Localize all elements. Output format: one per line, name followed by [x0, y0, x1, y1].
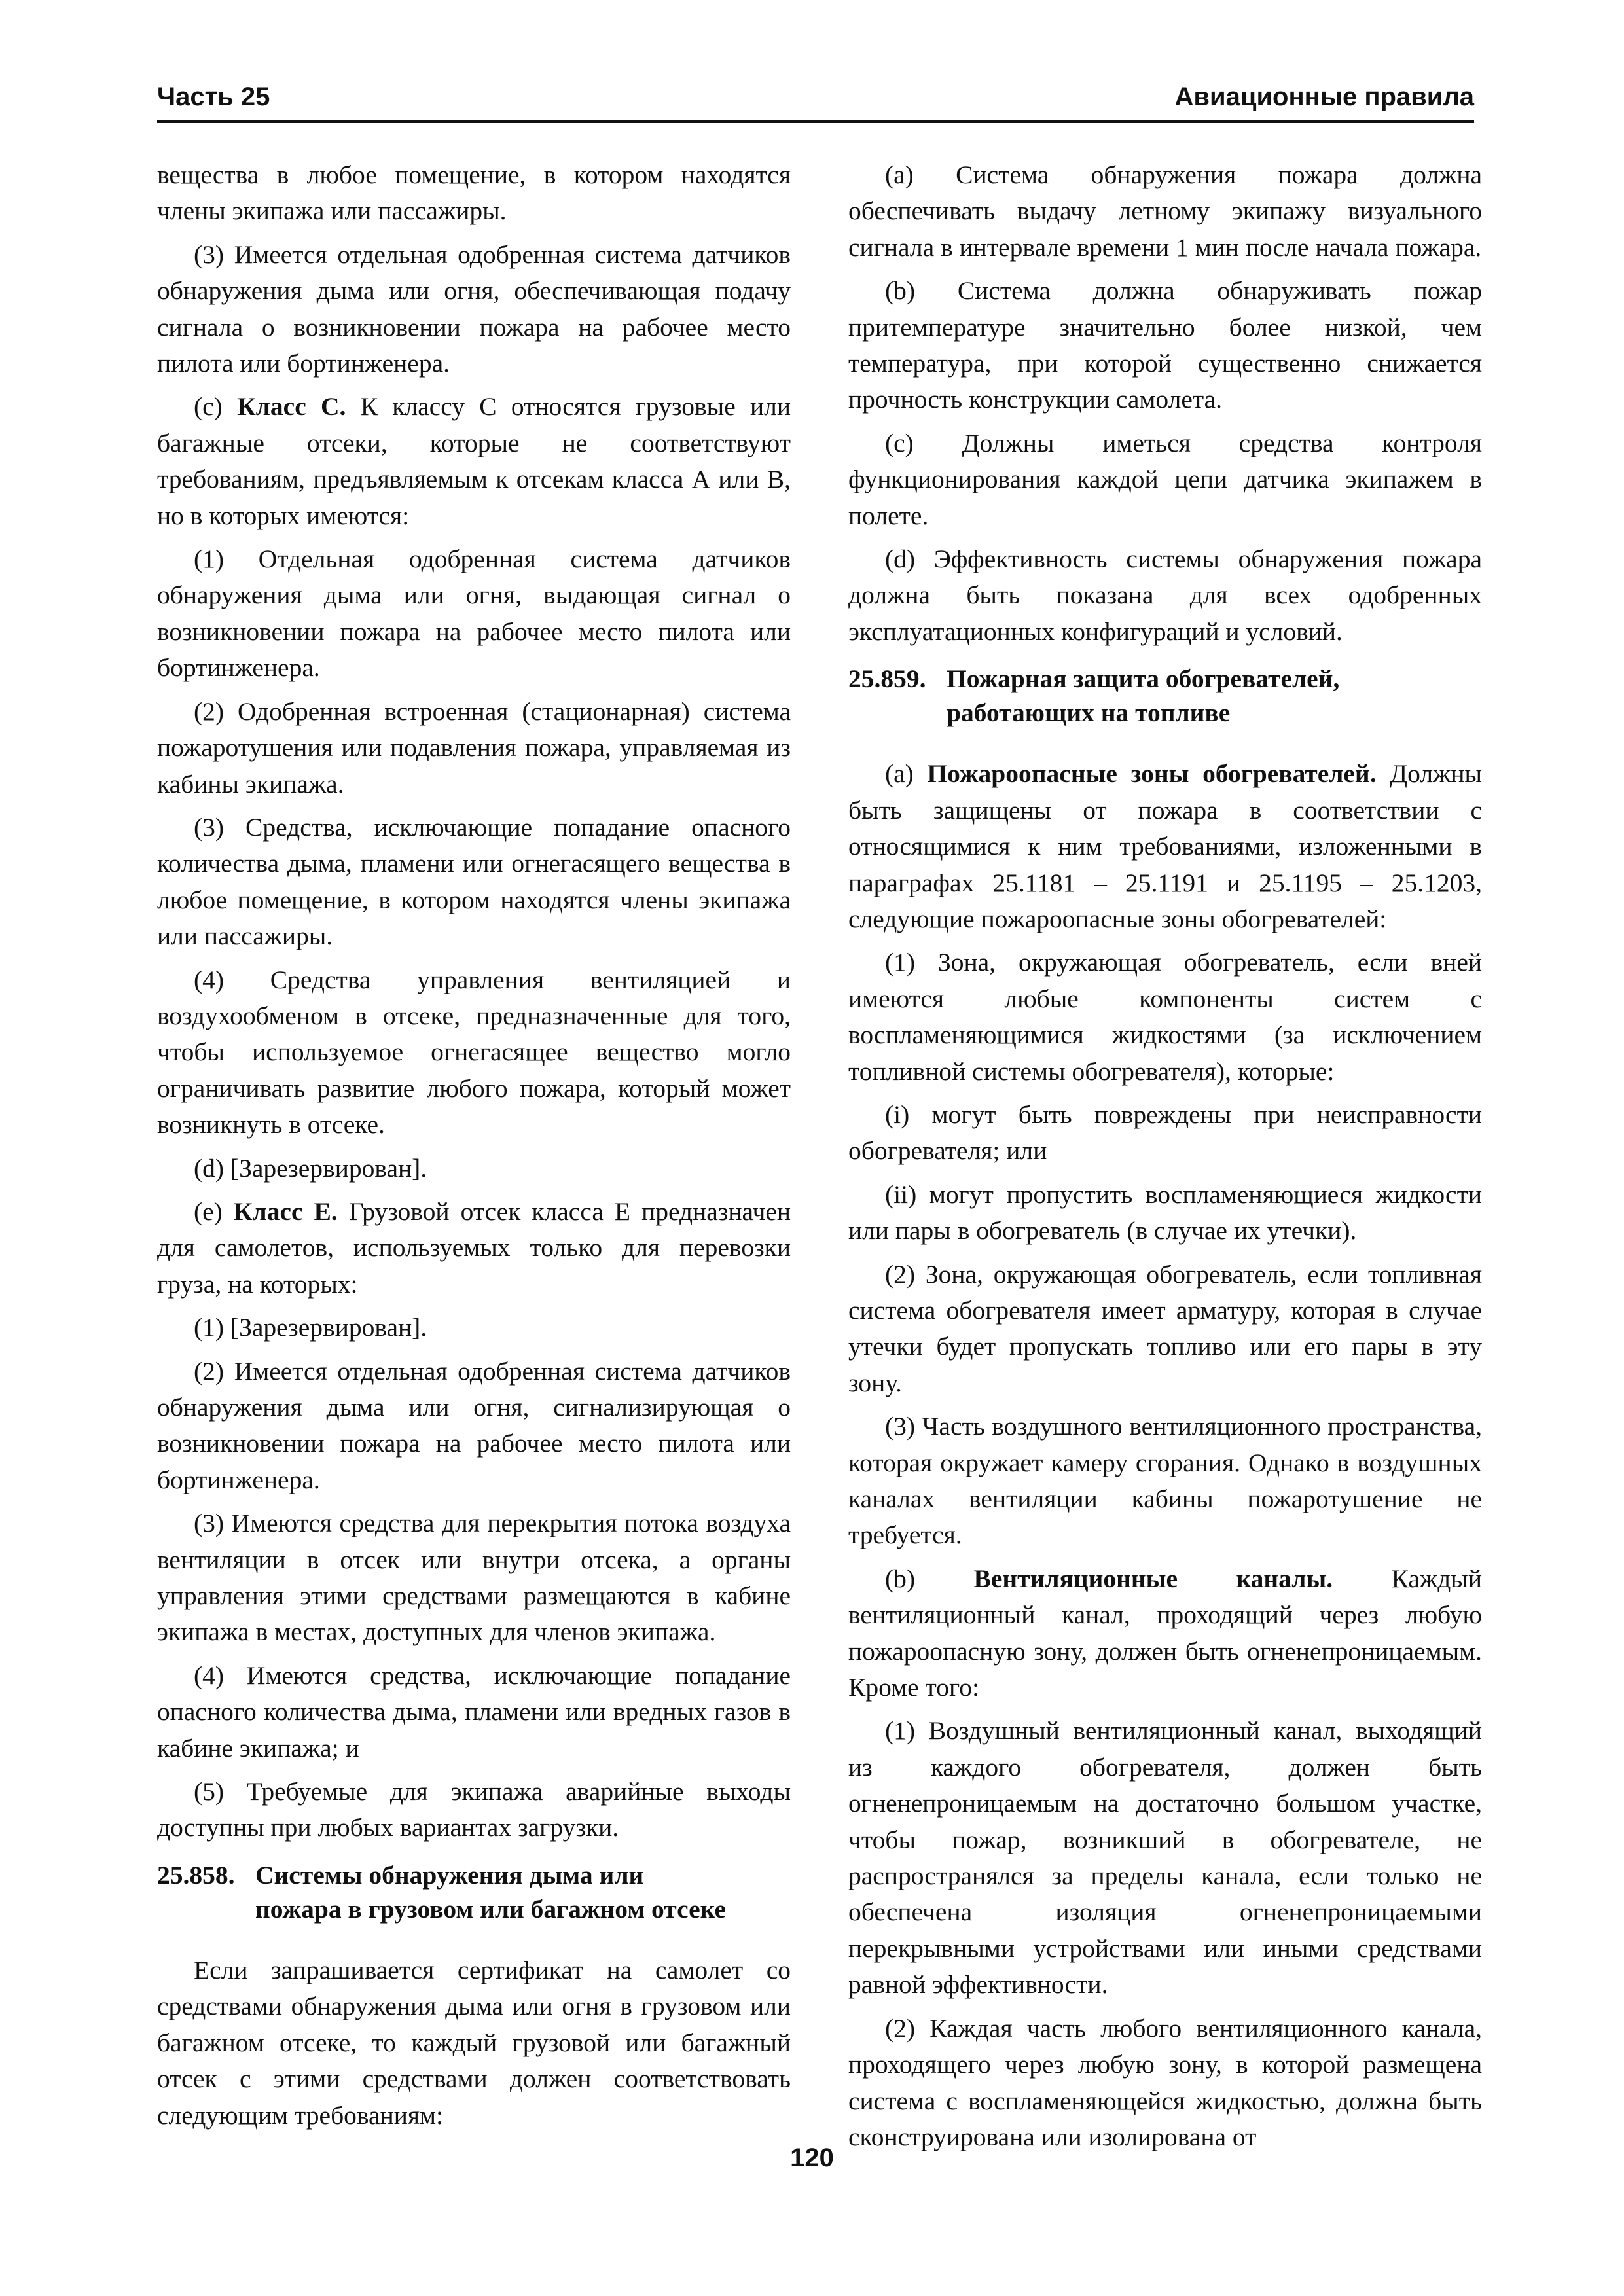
- paragraph: [157, 389, 791, 534]
- paragraph: (2) Каждая часть любого вентиляционного канала, проходящего через любую зону, в которой размещена система с воспламеняющейся жидкостью, должна быть сконструирована или изолирована от: [848, 2013, 1482, 2151]
- paragraph: (d) Эффективность системы обнаружения пожара должна быть показана для всех одобренных эксплуатационных конфигураций и условий.: [848, 545, 1482, 646]
- paragraph-lead: (a): [885, 759, 928, 789]
- paragraph: (4) Средства управления вентиляцией и воздухообменом в отсеке, предназначенные для того, чтобы используемое огнегасящее вещество могло ограничивать развитие любого пожара, который может возникнуть в отсеке.: [157, 965, 791, 1139]
- paragraph-lead: (b): [885, 1564, 974, 1593]
- paragraph: вещества в любое помещение, в котором находятся члены экипажа или пассажиры.: [157, 160, 791, 226]
- section-number: 25.858.: [157, 1860, 235, 1890]
- header-part: Часть 25: [157, 82, 270, 111]
- paragraph: [848, 756, 1482, 937]
- paragraph: (i) могут быть повреждены при неисправности обогревателя; или: [848, 1100, 1482, 1166]
- paragraph: (3) Имеются средства для перекрытия потока воздуха вентиляции в отсек или внутри отсека, а органы управления этими средствами размещаются в кабине экипажа в местах, доступных для членов экипажа.: [157, 1509, 791, 1647]
- paragraph: (2) Зона, окружающая обогреватель, если топливная система обогревателя имеет арматуру, которая в случае утечки будет пропускать топливо или его пары в эту зону.: [848, 1259, 1482, 1397]
- paragraph: (c) Должны иметься средства контроля функционирования каждой цепи датчика экипажем в полете.: [848, 428, 1482, 530]
- paragraph: (2) Одобренная встроенная (стационарная) система пожаротушения или подавления пожара, управляемая из кабины экипажа.: [157, 696, 791, 798]
- paragraph: (d) [Зарезервирован].: [194, 1153, 427, 1183]
- paragraph: [848, 1561, 1482, 1706]
- right-column: [848, 157, 1482, 2162]
- section-title-line1: Пожарная защита обогревателей,: [947, 664, 1340, 694]
- paragraph-bold: Класс Е.: [233, 1196, 338, 1226]
- paragraph: (3) Средства, исключающие попадание опасного количества дыма, пламени или огнегасящего вещества в любое помещение, в котором находятся члены экипажа или пассажиры.: [157, 812, 791, 951]
- left-column: [157, 157, 791, 2141]
- paragraph-rest: Должны быть защищены от пожара в соответствии с относящимися к ним требованиями, изложенными в параграфах 25.1181 – 25.1191 и 25.1195 – 25.1203, следующие пожароопасные зоны обогревателей:: [848, 759, 1483, 933]
- paragraph-rest: Каждый вентиляционный канал, проходящий через любую пожароопасную зону, должен быть огненепроницаемым. Кроме того:: [848, 1564, 1482, 1702]
- section-title-line1: Системы обнаружения дыма или: [255, 1860, 644, 1890]
- paragraph: (1) [Зарезервирован].: [194, 1313, 427, 1342]
- paragraph: [157, 1194, 791, 1302]
- paragraph-rest: Грузовой отсек класса Е предназначен для самолетов, используемых только для перевозки груза, на которых:: [157, 1196, 791, 1299]
- paragraph-lead: (e): [194, 1196, 234, 1226]
- paragraph: (1) Зона, окружающая обогреватель, если вней имеются любые компоненты систем с воспламеняющимися жидкостями (за исключением топливной системы обогревателя), которые:: [848, 948, 1482, 1086]
- paragraph: (5) Требуемые для экипажа аварийные выходы доступны при любых вариантах загрузки.: [157, 1777, 791, 1842]
- paragraph-bold: Пожароопасные зоны обогревателей.: [927, 759, 1377, 789]
- paragraph: (1) Отдельная одобренная система датчиков обнаружения дыма или огня, выдающая сигнал о возникновении пожара на рабочее место пилота или бортинженера.: [157, 545, 791, 683]
- header-title: Авиационные правила: [1174, 82, 1474, 111]
- paragraph: (1) Воздушный вентиляционный канал, выходящий из каждого обогревателя, должен быть огненепроницаемым на достаточно большом участке, чтобы пожар, возникший в обогревателе, не распространялся за пределы канала, если только не обеспечена изоляция огненепроницаемыми перекрывными устройствами или иными средствами равной эффективности.: [848, 1716, 1482, 2000]
- paragraph: (2) Имеется отдельная одобренная система датчиков обнаружения дыма или огня, сигнализирующая о возникновении пожара на рабочее место пилота или бортинженера.: [157, 1356, 791, 1494]
- section-number: 25.859.: [848, 664, 926, 694]
- page-number: 120: [790, 2144, 834, 2172]
- section-title-line2: пожара в грузовом или багажном отсеке: [255, 1894, 726, 1924]
- paragraph: (ii) могут пропустить воспламеняющиеся жидкости или пары в обогреватель (в случае их утечки).: [848, 1179, 1482, 1246]
- paragraph-bold: Вентиляционные каналы.: [973, 1564, 1333, 1593]
- paragraph-bold: Класс С.: [237, 392, 346, 422]
- paragraph: (a) Система обнаружения пожара должна обеспечивать выдачу летному экипажу визуального сигнала в интервале времени 1 мин после начала пожара.: [848, 160, 1482, 262]
- section-heading-25-859: [848, 662, 1482, 730]
- paragraph: (3) Имеется отдельная одобренная система датчиков обнаружения дыма или огня, обеспечивающая подачу сигнала о возникновении пожара на рабочее место пилота или бортинженера.: [157, 240, 791, 378]
- paragraph-rest: К классу С относятся грузовые или багажные отсеки, которые не соответствуют требованиям, предъявляемым к отсекам класса А или В, но в которых имеются:: [157, 392, 791, 530]
- paragraph: Если запрашивается сертификат на самолет со средствами обнаружения дыма или огня в грузовом или багажном отсеке, то каждый грузовой или багажный отсек с этими средствами должен соответствовать следующим требованиям:: [157, 1955, 791, 2130]
- paragraph: (b) Система должна обнаруживать пожар притемпературе значительно более низкой, чем температура, при которой существенно снижается прочность конструкции самолета.: [848, 276, 1482, 414]
- running-header: [157, 77, 1474, 123]
- paragraph-lead: (c): [194, 392, 238, 422]
- paragraph: (4) Имеются средства, исключающие попадание опасного количества дыма, пламени или вредных газов в кабине экипажа; и: [157, 1660, 791, 1763]
- section-heading-25-858: [157, 1858, 791, 1926]
- paragraph: (3) Часть воздушного вентиляционного пространства, которая окружает камеру сгорания. Однако в воздушных каналах вентиляции кабины пожаротушение не требуется.: [848, 1412, 1482, 1550]
- section-title-line2: работающих на топливе: [947, 698, 1231, 728]
